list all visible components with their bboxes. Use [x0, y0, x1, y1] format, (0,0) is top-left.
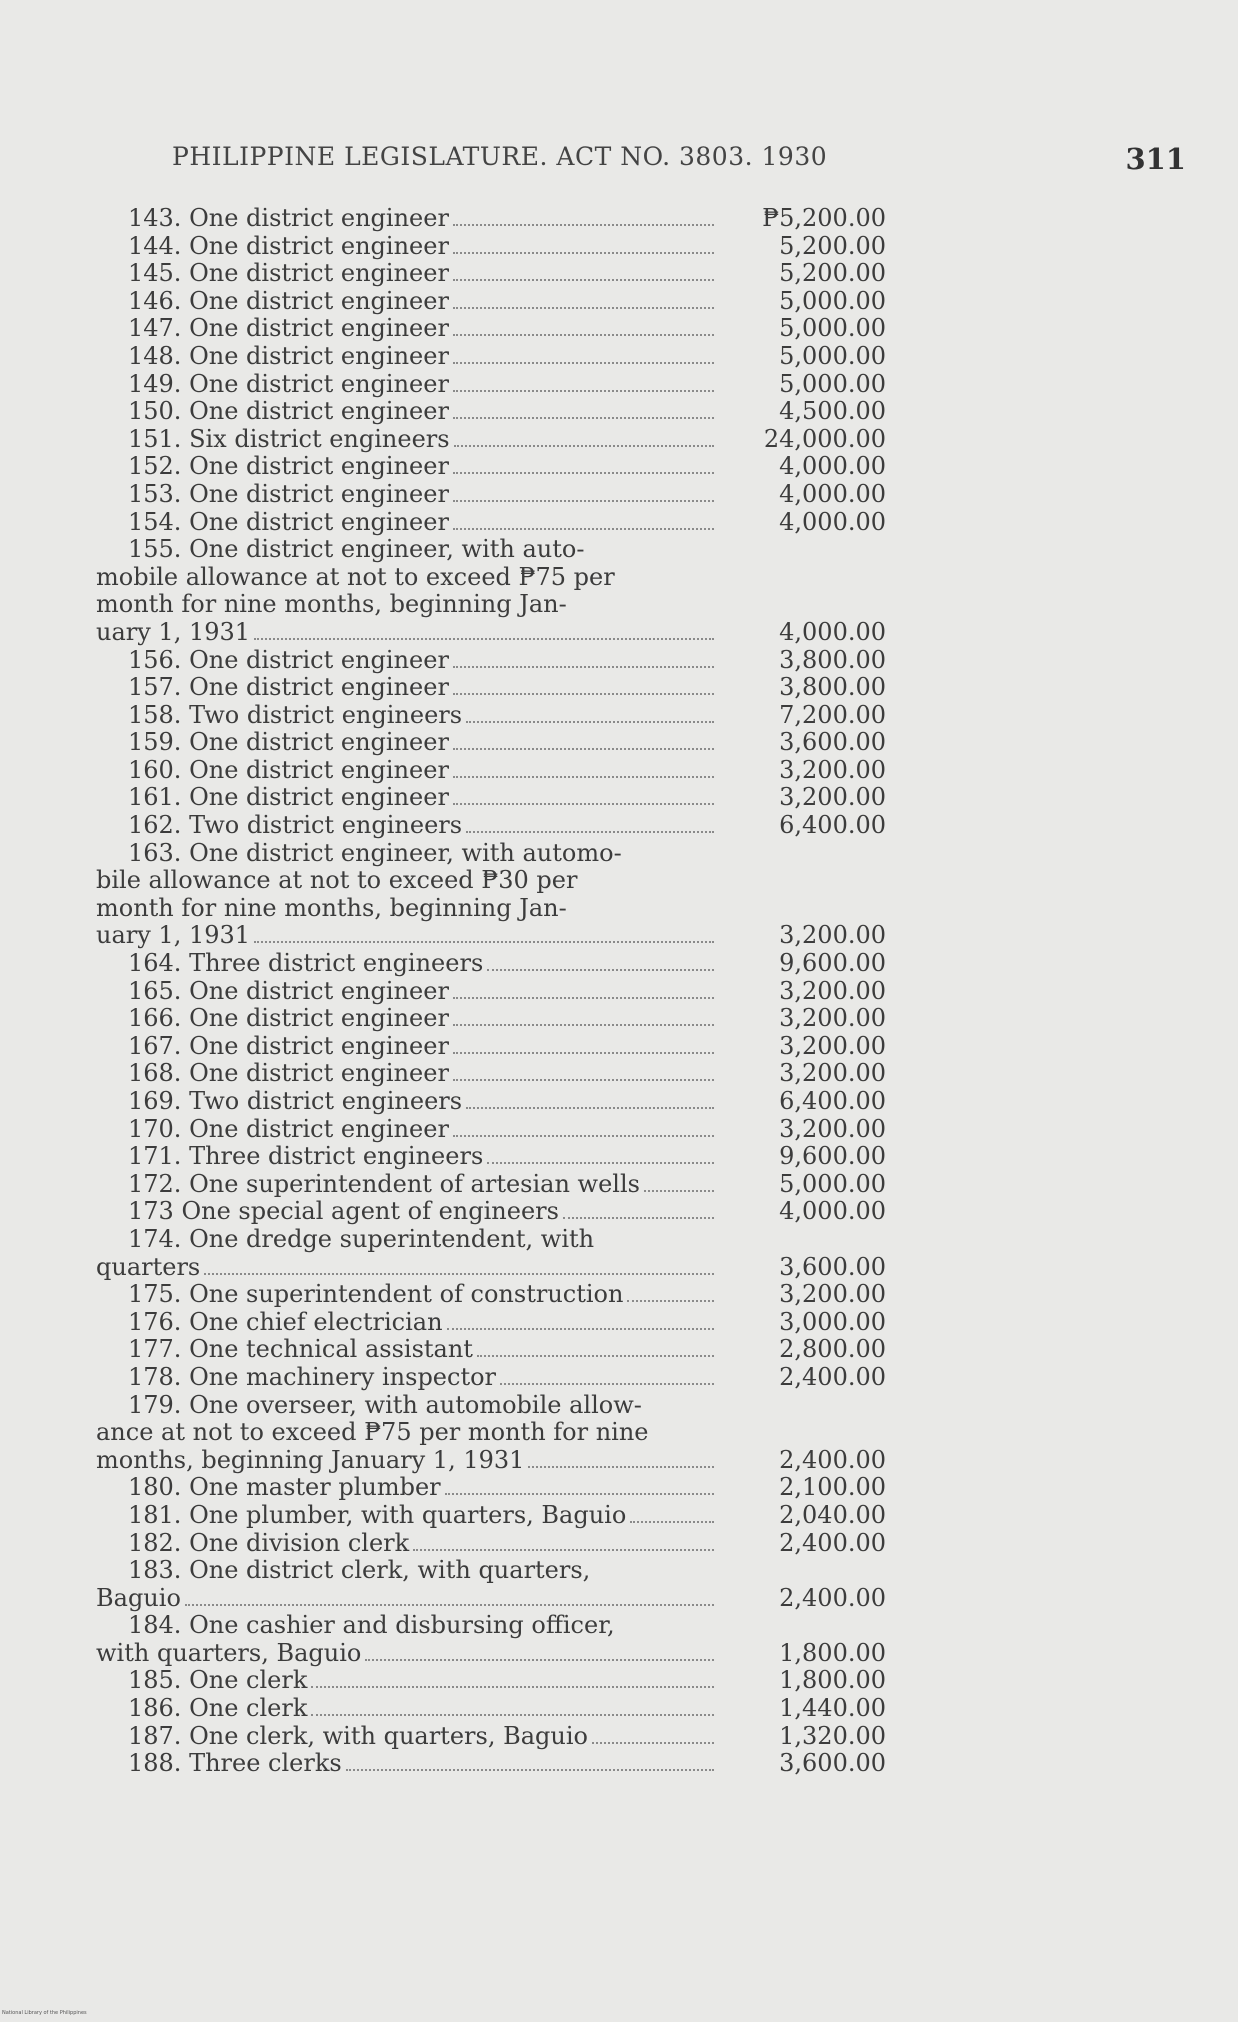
- item-line: [96, 729, 886, 757]
- item-line: [96, 1392, 886, 1420]
- item-line: [96, 1060, 886, 1088]
- item-line: [96, 453, 886, 481]
- item-line: [96, 1309, 886, 1337]
- item-line: [96, 1143, 886, 1171]
- dot-leader: [453, 1052, 714, 1054]
- item-text: month for nine months, beginning Jan-: [96, 590, 567, 619]
- dot-leader: [453, 500, 714, 502]
- dot-leader: [453, 279, 714, 281]
- list-item: [96, 1171, 886, 1199]
- item-amount: 3,600.00: [779, 728, 886, 757]
- page-number: 311: [1125, 142, 1186, 176]
- item-amount: 5,200.00: [779, 259, 886, 288]
- item-text: 174. One dredge superintendent, with: [128, 1224, 595, 1253]
- list-item: [96, 757, 886, 785]
- item-line: [96, 315, 886, 343]
- item-amount: 2,400.00: [779, 1362, 886, 1391]
- item-amount: 3,200.00: [779, 1059, 886, 1088]
- item-amount: 3,200.00: [779, 921, 886, 950]
- list-item: [96, 1336, 886, 1364]
- scan-footer-note: National Library of the Philippines: [2, 2010, 87, 2016]
- item-text: 154. One district engineer: [128, 507, 449, 536]
- list-item: [96, 950, 886, 978]
- item-line: [96, 1557, 886, 1585]
- item-amount: 4,000.00: [779, 452, 886, 481]
- item-amount: 7,200.00: [779, 700, 886, 729]
- list-item: [96, 1060, 886, 1088]
- item-line: [96, 1530, 886, 1558]
- item-amount: 1,320.00: [779, 1721, 886, 1750]
- item-text: 166. One district engineer: [128, 1004, 449, 1033]
- list-item: [96, 1530, 886, 1558]
- item-line: [96, 1198, 886, 1226]
- item-text: 148. One district engineer: [128, 341, 449, 370]
- list-item: [96, 1502, 886, 1530]
- item-line: [96, 1254, 886, 1282]
- dot-leader: [413, 1549, 714, 1551]
- list-item: [96, 260, 886, 288]
- item-amount: 5,000.00: [779, 369, 886, 398]
- list-item: [96, 978, 886, 1006]
- item-text: 147. One district engineer: [128, 314, 449, 343]
- item-text: 144. One district engineer: [128, 231, 449, 260]
- item-line: [96, 978, 886, 1006]
- item-line: [96, 1695, 886, 1723]
- item-text: 170. One district engineer: [128, 1114, 449, 1143]
- item-line: [96, 702, 886, 730]
- item-amount: 4,000.00: [779, 1197, 886, 1226]
- dot-leader: [453, 1135, 714, 1137]
- item-text: 163. One district engineer, with automo-: [128, 838, 622, 867]
- item-amount: 5,000.00: [779, 286, 886, 315]
- dot-leader: [487, 969, 714, 971]
- item-line: [96, 481, 886, 509]
- dot-leader: [454, 445, 714, 447]
- item-text: 179. One overseer, with automobile allow-: [128, 1390, 642, 1419]
- list-item: [96, 315, 886, 343]
- item-amount: 4,000.00: [779, 507, 886, 536]
- list-item: [96, 1309, 886, 1337]
- dot-leader: [453, 748, 714, 750]
- dot-leader: [453, 417, 714, 419]
- list-item: [96, 1557, 886, 1612]
- list-item: [96, 784, 886, 812]
- item-text: 160. One district engineer: [128, 755, 449, 784]
- item-line: [96, 1005, 886, 1033]
- item-amount: 5,000.00: [779, 314, 886, 343]
- item-amount: 2,400.00: [779, 1528, 886, 1557]
- dot-leader: [453, 528, 714, 530]
- item-amount: 3,200.00: [779, 1114, 886, 1143]
- item-amount: 1,800.00: [779, 1638, 886, 1667]
- dot-leader: [627, 1300, 714, 1302]
- appropriation-items-list: [96, 205, 886, 1778]
- item-amount: 3,600.00: [779, 1749, 886, 1778]
- item-text: month for nine months, beginning Jan-: [96, 893, 567, 922]
- dot-leader: [477, 1355, 714, 1357]
- item-text: 167. One district engineer: [128, 1031, 449, 1060]
- item-text: 180. One master plumber: [128, 1473, 441, 1502]
- dot-leader: [453, 693, 714, 695]
- list-item: [96, 453, 886, 481]
- item-line: [96, 619, 886, 647]
- item-line: [96, 398, 886, 426]
- item-amount: 3,200.00: [779, 976, 886, 1005]
- list-item: [96, 1033, 886, 1061]
- dot-leader: [453, 472, 714, 474]
- item-amount: 5,000.00: [779, 1169, 886, 1198]
- list-item: [96, 509, 886, 537]
- list-item: [96, 1474, 886, 1502]
- item-amount: 3,800.00: [779, 645, 886, 674]
- list-item: [96, 233, 886, 261]
- item-line: [96, 647, 886, 675]
- item-text: 169. Two district engineers: [128, 1087, 463, 1115]
- list-item: [96, 1750, 886, 1778]
- dot-leader: [185, 1604, 714, 1606]
- dot-leader: [528, 1466, 714, 1468]
- item-line: [96, 509, 886, 537]
- item-amount: 3,000.00: [779, 1307, 886, 1336]
- item-text: 153. One district engineer: [128, 479, 449, 508]
- item-text: 165. One district engineer: [128, 976, 449, 1005]
- item-amount: 5,200.00: [779, 231, 886, 260]
- dot-leader: [466, 721, 714, 723]
- item-text: 149. One district engineer: [128, 369, 449, 398]
- item-amount: 3,200.00: [779, 1031, 886, 1060]
- item-text: 177. One technical assistant: [128, 1335, 473, 1364]
- list-item: [96, 1226, 886, 1281]
- item-amount: 3,600.00: [779, 1252, 886, 1281]
- item-amount: 1,800.00: [779, 1666, 886, 1695]
- item-text: 156. One district engineer: [128, 645, 449, 674]
- item-amount: 9,600.00: [779, 1142, 886, 1171]
- list-item: [96, 343, 886, 371]
- item-line: [96, 1585, 886, 1613]
- list-item: [96, 674, 886, 702]
- list-item: [96, 1695, 886, 1723]
- item-line: [96, 867, 886, 895]
- item-line: [96, 371, 886, 399]
- page-header: [172, 142, 1192, 182]
- item-line: [96, 1116, 886, 1144]
- dot-leader: [563, 1217, 714, 1219]
- list-item: [96, 398, 886, 426]
- item-text: 186. One clerk: [128, 1694, 308, 1723]
- item-text: 188. Three clerks: [128, 1749, 342, 1778]
- dot-leader: [487, 1162, 714, 1164]
- list-item: [96, 1392, 886, 1475]
- item-text: bile allowance at not to exceed ₱30 per: [96, 866, 578, 895]
- item-line: [96, 1612, 886, 1640]
- item-text: 152. One district engineer: [128, 452, 449, 481]
- item-text: 171. Three district engineers: [128, 1142, 484, 1171]
- item-text: 145. One district engineer: [128, 259, 449, 288]
- item-line: [96, 950, 886, 978]
- item-line: [96, 922, 886, 950]
- item-amount: 2,800.00: [779, 1335, 886, 1364]
- list-item: [96, 729, 886, 757]
- dot-leader: [453, 1024, 714, 1026]
- list-item: [96, 205, 886, 233]
- dot-leader: [254, 941, 714, 943]
- item-line: [96, 784, 886, 812]
- item-line: [96, 674, 886, 702]
- item-text: 164. Three district engineers: [128, 949, 484, 978]
- item-amount: 2,400.00: [779, 1583, 886, 1612]
- item-line: [96, 1088, 886, 1116]
- item-line: [96, 1364, 886, 1392]
- list-item: [96, 1088, 886, 1116]
- item-amount: 3,200.00: [779, 783, 886, 812]
- item-line: [96, 1033, 886, 1061]
- dot-leader: [453, 1079, 714, 1081]
- dot-leader: [447, 1328, 714, 1330]
- item-line: [96, 1640, 886, 1668]
- dot-leader: [453, 997, 714, 999]
- item-line: [96, 343, 886, 371]
- item-amount: 3,200.00: [779, 755, 886, 784]
- running-title: PHILIPPINE LEGISLATURE. ACT NO. 3803. 1930: [172, 142, 828, 171]
- item-amount: 1,440.00: [779, 1694, 886, 1723]
- item-line: [96, 426, 886, 454]
- item-line: [96, 812, 886, 840]
- item-line: [96, 1336, 886, 1364]
- item-text: uary 1, 1931: [96, 921, 251, 950]
- dot-leader: [630, 1521, 714, 1523]
- dot-leader: [453, 362, 714, 364]
- item-line: [96, 260, 886, 288]
- item-line: [96, 564, 886, 592]
- item-text: 172. One superintendent of artesian wells: [128, 1169, 640, 1198]
- dot-leader: [453, 252, 714, 254]
- item-line: [96, 1447, 886, 1475]
- item-text: 183. One district clerk, with quarters,: [128, 1556, 591, 1585]
- item-amount: 2,100.00: [779, 1473, 886, 1502]
- item-amount: ₱5,200.00: [762, 204, 886, 232]
- item-line: [96, 1502, 886, 1530]
- item-text: 173 One special agent of engineers: [128, 1197, 559, 1226]
- item-text: ance at not to exceed ₱75 per month for nine: [96, 1418, 649, 1447]
- item-line: [96, 1667, 886, 1695]
- dot-leader: [445, 1493, 714, 1495]
- item-amount: 2,040.00: [779, 1500, 886, 1529]
- list-item: [96, 426, 886, 454]
- item-amount: 2,400.00: [779, 1445, 886, 1474]
- dot-leader: [365, 1659, 714, 1661]
- item-line: [96, 591, 886, 619]
- item-text: 187. One clerk, with quarters, Baguio: [128, 1721, 588, 1750]
- list-item: [96, 647, 886, 675]
- item-amount: 6,400.00: [779, 1087, 886, 1115]
- item-text: 155. One district engineer, with auto-: [128, 535, 585, 564]
- dot-leader: [453, 776, 714, 778]
- list-item: [96, 702, 886, 730]
- list-item: [96, 1723, 886, 1751]
- item-text: 158. Two district engineers: [128, 700, 463, 729]
- item-amount: 3,200.00: [779, 1004, 886, 1033]
- item-text: 185. One clerk: [128, 1666, 308, 1695]
- item-text: 178. One machinery inspector: [128, 1362, 497, 1391]
- list-item: [96, 1364, 886, 1392]
- item-amount: 6,400.00: [779, 811, 886, 840]
- item-amount: 5,000.00: [779, 341, 886, 370]
- list-item: [96, 1198, 886, 1226]
- item-line: [96, 536, 886, 564]
- item-amount: 4,500.00: [779, 397, 886, 426]
- dot-leader: [453, 334, 714, 336]
- item-text: 159. One district engineer: [128, 728, 449, 757]
- item-line: [96, 1723, 886, 1751]
- dot-leader: [453, 224, 714, 226]
- dot-leader: [453, 390, 714, 392]
- item-line: [96, 1474, 886, 1502]
- dot-leader: [254, 638, 714, 640]
- item-text: quarters: [96, 1252, 201, 1281]
- item-line: [96, 840, 886, 868]
- item-amount: 9,600.00: [779, 949, 886, 978]
- dot-leader: [346, 1769, 714, 1771]
- item-amount: 3,200.00: [779, 1280, 886, 1309]
- dot-leader: [453, 803, 714, 805]
- dot-leader: [311, 1686, 714, 1688]
- dot-leader: [466, 831, 714, 833]
- item-text: 150. One district engineer: [128, 397, 449, 426]
- item-amount: 3,800.00: [779, 673, 886, 702]
- dot-leader: [453, 666, 714, 668]
- list-item: [96, 1612, 886, 1667]
- list-item: [96, 840, 886, 950]
- list-item: [96, 812, 886, 840]
- list-item: [96, 1667, 886, 1695]
- dot-leader: [311, 1714, 714, 1716]
- item-text: mobile allowance at not to exceed ₱75 per: [96, 562, 615, 591]
- item-text: 151. Six district engineers: [128, 424, 450, 453]
- item-text: months, beginning January 1, 1931: [96, 1445, 525, 1474]
- list-item: [96, 481, 886, 509]
- item-text: 184. One cashier and disbursing officer,: [128, 1611, 615, 1640]
- list-item: [96, 288, 886, 316]
- item-text: 146. One district engineer: [128, 286, 449, 315]
- list-item: [96, 536, 886, 646]
- item-amount: 4,000.00: [779, 479, 886, 508]
- item-text: uary 1, 1931: [96, 617, 251, 646]
- dot-leader: [644, 1190, 714, 1192]
- item-line: [96, 1171, 886, 1199]
- list-item: [96, 1116, 886, 1144]
- list-item: [96, 1281, 886, 1309]
- list-item: [96, 371, 886, 399]
- item-text: 162. Two district engineers: [128, 811, 463, 840]
- dot-leader: [453, 307, 714, 309]
- item-line: [96, 233, 886, 261]
- list-item: [96, 1005, 886, 1033]
- item-text: 175. One superintendent of construction: [128, 1280, 624, 1309]
- item-line: [96, 288, 886, 316]
- item-text: 176. One chief electrician: [128, 1307, 443, 1336]
- item-text: 182. One division clerk: [128, 1528, 410, 1557]
- item-text: 161. One district engineer: [128, 783, 449, 812]
- item-text: with quarters, Baguio: [96, 1638, 362, 1667]
- item-line: [96, 1226, 886, 1254]
- item-text: 168. One district engineer: [128, 1059, 449, 1088]
- item-line: [96, 1750, 886, 1778]
- item-amount: 4,000.00: [779, 617, 886, 646]
- list-item: [96, 1143, 886, 1171]
- item-text: Baguio: [96, 1583, 181, 1612]
- dot-leader: [592, 1742, 714, 1744]
- item-text: 181. One plumber, with quarters, Baguio: [128, 1500, 627, 1529]
- item-line: [96, 205, 886, 233]
- item-text: 143. One district engineer: [128, 204, 449, 232]
- item-line: [96, 1419, 886, 1447]
- dot-leader: [204, 1273, 714, 1275]
- item-amount: 24,000.00: [763, 424, 886, 453]
- item-text: 157. One district engineer: [128, 673, 449, 702]
- dot-leader: [466, 1107, 714, 1109]
- item-line: [96, 895, 886, 923]
- item-line: [96, 1281, 886, 1309]
- dot-leader: [500, 1383, 714, 1385]
- item-line: [96, 757, 886, 785]
